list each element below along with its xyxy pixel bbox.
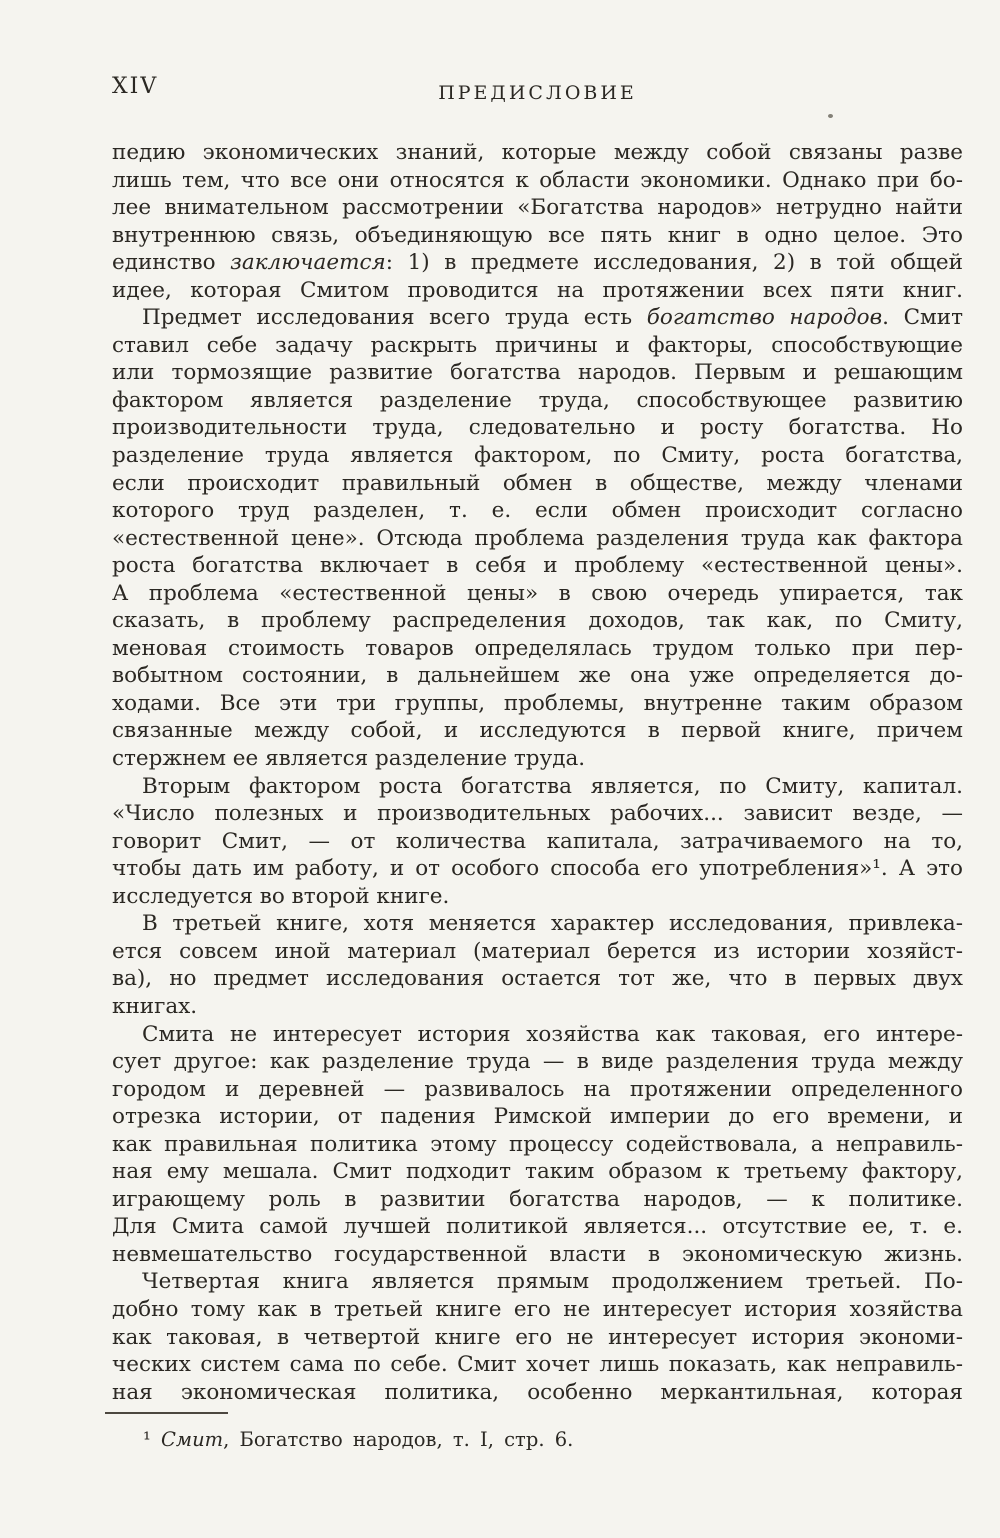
text-line: которого труд разделен, т. е. если обмен происходит согласно <box>112 498 963 524</box>
page-number: XIV <box>112 74 159 99</box>
text-line: ческих систем сама по себе. Смит хочет лишь показать, как неправиль- <box>112 1352 963 1378</box>
text-line: Смита не интересует история хозяйства как таковая, его интере- <box>142 1021 963 1047</box>
text-line: ходами. Все эти три группы, проблемы, внутренне таким образом <box>112 690 963 716</box>
text-line: Предмет исследования всего труда есть богатство народов. Смит <box>142 305 963 331</box>
footnote-rule <box>105 1412 228 1414</box>
text-line: «естественной цене». Отсюда проблема разделения труда как фактора <box>112 525 963 551</box>
text-line: исследуется во второй книге. <box>112 883 450 909</box>
text-line: если происходит правильный обмен в обществе, между членами <box>112 470 963 496</box>
text-line: внутреннюю связь, объединяющую все пять книг в одно целое. Это <box>112 222 963 248</box>
text-line: роста богатства включает в себя и проблему «естественной цены». <box>112 553 963 579</box>
text-line: производительности труда, следовательно и росту богатства. Но <box>112 415 963 441</box>
text-line: Четвертая книга является прямым продолжением третьей. По- <box>142 1269 963 1295</box>
text-line: ная ему мешала. Смит подходит таким образом к третьему фактору, <box>112 1159 963 1185</box>
text-line: фактором является разделение труда, способствующее развитию <box>112 387 963 413</box>
text-line: ная экономическая политика, особенно меркантильная, которая <box>112 1379 963 1405</box>
text-line: сует другое: как разделение труда — в виде разделения труда между <box>112 1049 963 1075</box>
text-line: разделение труда является фактором, по Смиту, роста богатства, <box>112 443 963 469</box>
print-speck <box>828 114 833 118</box>
text-line: идее, которая Смитом проводится на протяжении всех пяти книг. <box>112 277 963 303</box>
text-line: А проблема «естественной цены» в свою очередь упирается, так <box>112 580 963 606</box>
text-line: вобытном состоянии, в дальнейшем же она уже определяется до- <box>112 663 963 689</box>
text-line: лишь тем, что все они относятся к области экономики. Однако при бо- <box>112 167 963 193</box>
text-line: ставил себе задачу раскрыть причины и факторы, способствующие <box>112 332 963 358</box>
text-line: педию экономических знаний, которые между собой связаны разве <box>112 140 963 165</box>
text-line: городом и деревней — развивалось на протяжении определенного <box>112 1076 963 1102</box>
text-line: как правильная политика этому процессу содействовала, а неправиль- <box>112 1131 963 1157</box>
text-line: как таковая, в четвертой книге его не интересует история экономи- <box>112 1324 963 1350</box>
text-line: ется совсем иной материал (материал берется из истории хозяйст- <box>112 938 963 964</box>
footnote: ¹ Смит, Богатство народов, т. I, стр. 6. <box>143 1428 574 1451</box>
text-line: связанные между собой, и исследуются в первой книге, причем <box>112 718 963 744</box>
text-line: единство заключается: 1) в предмете исследования, 2) в той общей <box>112 250 963 276</box>
text-line: сказать, в проблему распределения доходов, так как, по Смиту, <box>112 608 963 634</box>
text-line: меновая стоимость товаров определялась трудом только при пер- <box>112 635 963 661</box>
text-line: говорит Смит, — от количества капитала, затрачиваемого на то, <box>112 828 963 854</box>
text-line: добно тому как в третьей книге его не интересует история хозяйства <box>112 1296 963 1322</box>
text-line: ва), но предмет исследования остается тот же, что в первых двух <box>112 966 963 992</box>
body-text <box>112 139 963 1406</box>
text-line: невмешательство государственной власти в экономическую жизнь. <box>112 1241 963 1267</box>
text-line: играющему роль в развитии богатства народов, — к политике. <box>112 1186 963 1212</box>
text-line: стержнем ее является разделение труда. <box>112 746 586 772</box>
text-line: отрезка истории, от падения Римской империи до его времени, и <box>112 1104 963 1130</box>
text-line: Вторым фактором роста богатства является, по Смиту, капитал. <box>142 773 963 799</box>
text-line: книгах. <box>112 993 198 1019</box>
text-line: лее внимательном рассмотрении «Богатства народов» нетрудно найти <box>112 195 963 221</box>
text-line: или тормозящие развитие богатства народов. Первым и решающим <box>112 360 963 386</box>
running-title: ПРЕДИСЛОВИЕ <box>438 82 637 104</box>
text-line: В третьей книге, хотя меняется характер исследования, привлека- <box>142 911 963 937</box>
text-line: чтобы дать им работу, и от особого способа его употребления»¹. А это <box>112 856 963 882</box>
text-line: Для Смита самой лучшей политикой является... отсутствие ее, т. е. <box>112 1214 963 1240</box>
text-line: «Число полезных и производительных рабочих... зависит везде, — <box>112 801 963 827</box>
